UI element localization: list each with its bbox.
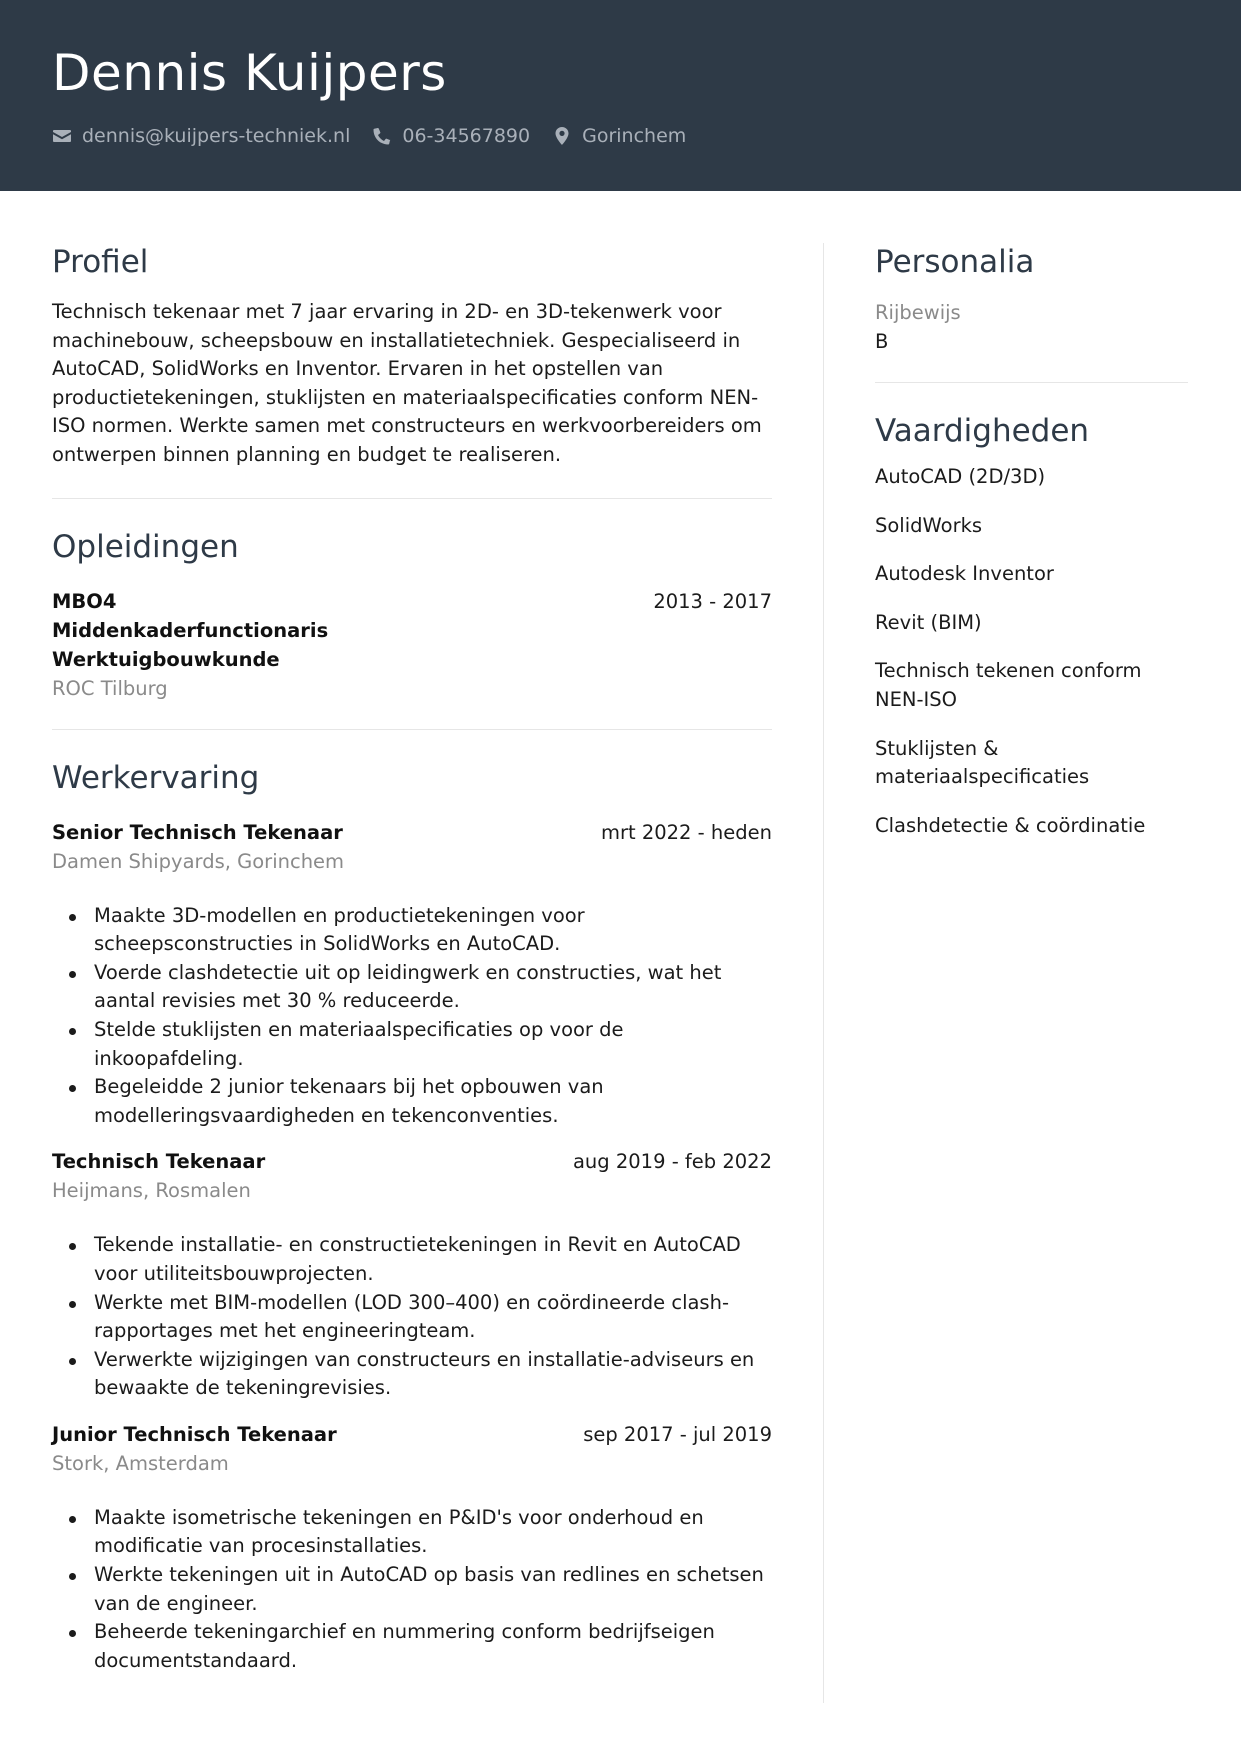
- skill-item: Clashdetectie & coördinatie: [875, 813, 1146, 837]
- list-item: Werkte met BIM-modellen (LOD 300–400) en coördineerde clash-rapportages met het engineeringteam.: [52, 1289, 772, 1346]
- list-item: Voerde clashdetectie uit op leidingwerk en constructies, wat het aantal revisies met 30 % reduceerde.: [52, 959, 772, 1016]
- list-item: Maakte 3D-modellen en productietekeningen voor scheepsconstructies in SolidWorks en AutoCAD.: [52, 902, 772, 959]
- contact-email[interactable]: [52, 125, 350, 147]
- education-heading: Opleidingen: [52, 528, 239, 565]
- skills-heading: Vaardigheden: [875, 413, 1090, 449]
- skill-item: Autodesk Inventor: [875, 562, 1054, 586]
- education-school: ROC Tilburg: [52, 676, 168, 700]
- section-divider: [52, 498, 772, 499]
- profile-text: Technisch tekenaar met 7 jaar ervaring in 2D- en 3D-tekenwerk voor machinebouw, scheepsbouw en installatietechniek. Gespecialiseerd in AutoCAD, SolidWorks en Inventor. Ervaren in het opstellen van productietekeningen, stuklijsten en materiaalspecificaties conform NEN-ISO normen. Werkte samen met constructeurs en werkvoorbereiders om ontwerpen binnen planning en budget te realiseren.: [52, 300, 762, 466]
- job-date: aug 2019 - feb 2022: [572, 1150, 772, 1174]
- job-entry: [52, 818, 772, 1131]
- profile-section: [52, 244, 772, 470]
- contact-location: [552, 125, 686, 147]
- location-text: Gorinchem: [582, 125, 687, 147]
- job-bullets: [52, 1504, 772, 1676]
- candidate-name: Dennis Kuijpers: [52, 44, 447, 102]
- job-entry-head: [52, 1420, 772, 1449]
- map-pin-icon: [552, 126, 572, 146]
- phone-icon: [372, 126, 392, 146]
- education-entry-head: [52, 587, 772, 674]
- job-bullets: [52, 902, 772, 1131]
- contact-bar: [52, 123, 708, 149]
- experience-heading: Werkervaring: [52, 759, 260, 796]
- skill-item: AutoCAD (2D/3D): [875, 465, 1046, 488]
- job-entry: [52, 1420, 772, 1676]
- list-item: Tekende installatie- en constructietekeningen in Revit en AutoCAD voor utiliteitsbouwprojecten.: [52, 1231, 772, 1288]
- phone-text: 06-34567890: [402, 125, 531, 147]
- job-date: mrt 2022 - heden: [600, 820, 772, 844]
- list-item: Beheerde tekeningarchief en nummering conform bedrijfseigen documentstandaard.: [52, 1618, 772, 1675]
- job-entry-head: [52, 818, 772, 847]
- education-section: [52, 529, 772, 703]
- job-date: sep 2017 - jul 2019: [583, 1422, 772, 1446]
- job-company: Stork, Amsterdam: [52, 1451, 229, 1475]
- skill-item: Technisch tekenen conform NEN-ISO: [875, 659, 1142, 711]
- skill-item: Stuklijsten & materiaalspecificaties: [875, 736, 1090, 789]
- skill-item: Revit (BIM): [875, 610, 982, 634]
- envelope-icon: [52, 126, 72, 146]
- section-divider: [875, 382, 1188, 383]
- skill-item: SolidWorks: [875, 513, 983, 537]
- job-company: Heijmans, Rosmalen: [52, 1179, 251, 1203]
- skills-section: [875, 413, 1188, 840]
- job-title: Technisch Tekenaar: [52, 1150, 266, 1174]
- personal-section: [875, 244, 1188, 356]
- sidebar-column: [875, 244, 1188, 860]
- list-item: Begeleidde 2 junior tekenaars bij het opbouwen van modelleringsvaardigheden en tekenconventies.: [52, 1073, 772, 1130]
- experience-section: [52, 760, 772, 1676]
- list-item: Verwerkte wijzigingen van constructeurs en installatie-adviseurs en bewaakte de tekeningrevisies.: [52, 1346, 772, 1403]
- resume-header: [0, 0, 1241, 191]
- license-label: Rijbewijs: [875, 301, 961, 324]
- email-text: dennis@kuijpers-techniek.nl: [82, 125, 351, 147]
- main-column: [52, 244, 772, 1675]
- job-title: Junior Technisch Tekenaar: [52, 1422, 337, 1446]
- section-divider: [52, 729, 772, 730]
- list-item: Werkte tekeningen uit in AutoCAD op basis van redlines en schetsen van de engineer.: [52, 1561, 772, 1618]
- education-title: MBO4 Middenkaderfunctionaris Werktuigbouwkunde: [52, 589, 329, 671]
- education-entry: [52, 587, 772, 703]
- license-value: B: [875, 330, 889, 353]
- column-divider: [823, 243, 824, 1703]
- education-date: 2013 - 2017: [653, 589, 772, 613]
- contact-phone[interactable]: [372, 125, 530, 147]
- job-entry-head: [52, 1147, 772, 1176]
- job-entry: [52, 1147, 772, 1403]
- personal-heading: Personalia: [875, 244, 1035, 280]
- skills-list: [875, 463, 1188, 840]
- job-bullets: [52, 1231, 772, 1403]
- list-item: Maakte isometrische tekeningen en P&ID's voor onderhoud en modificatie van procesinstallaties.: [52, 1504, 772, 1561]
- profile-heading: Profiel: [52, 244, 149, 280]
- job-company: Damen Shipyards, Gorinchem: [52, 849, 345, 873]
- list-item: Stelde stuklijsten en materiaalspecificaties op voor de inkoopafdeling.: [52, 1016, 772, 1073]
- job-title: Senior Technisch Tekenaar: [52, 820, 343, 844]
